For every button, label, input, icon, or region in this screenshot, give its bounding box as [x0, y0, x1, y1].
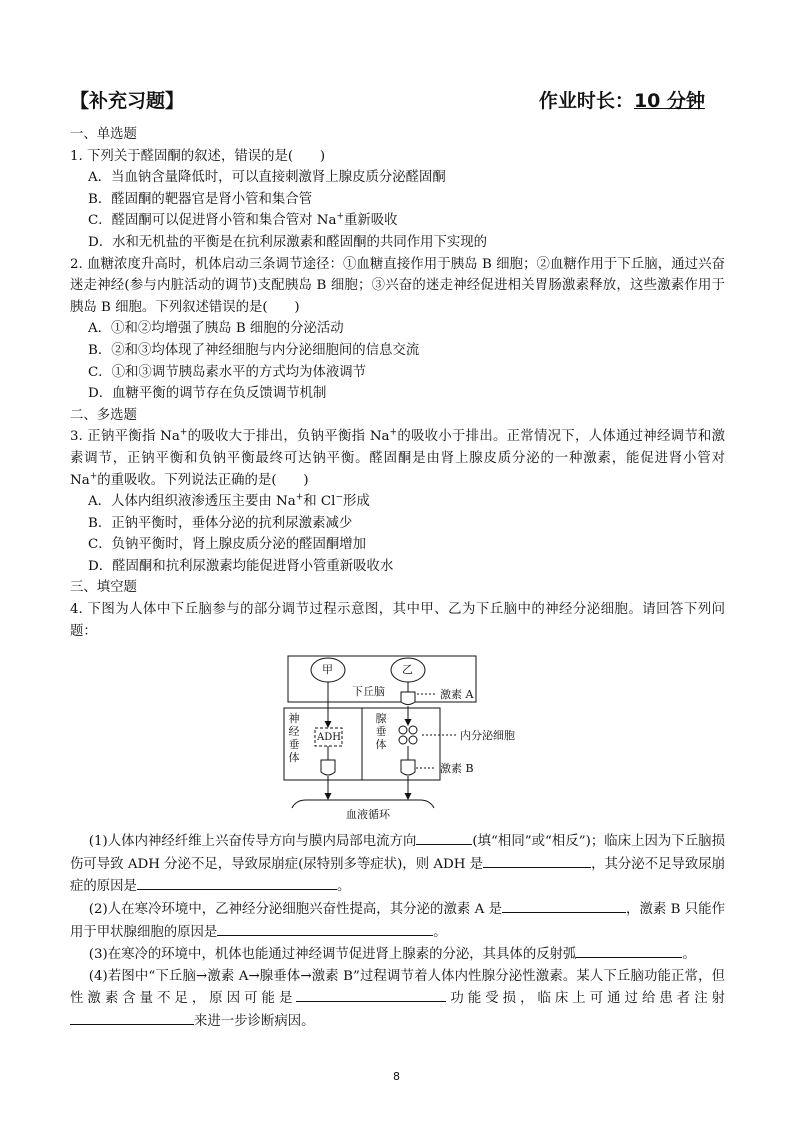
- section-single-choice: 一、单选题: [70, 127, 137, 142]
- duration-value: 10 分钟: [633, 90, 705, 112]
- question-2-option-d: D．血糖平衡的调节存在负反馈调节机制: [88, 386, 327, 402]
- page-number: 8: [393, 1070, 400, 1083]
- answer-blank[interactable]: [576, 943, 682, 958]
- neurohypophysis-label: 神经垂体: [288, 712, 300, 765]
- blood-circulation-label: 血液循环: [346, 808, 390, 822]
- answer-blank[interactable]: [296, 987, 446, 1002]
- question-2-option-c: C．①和③调节胰岛素水平的方式均为体液调节: [88, 364, 367, 380]
- diagram-lines: [70, 648, 725, 824]
- answer-blank[interactable]: [217, 921, 433, 936]
- adh-label: ADH: [317, 732, 341, 744]
- question-4-stem: 4. 下图为人体中下丘脑参与的部分调节过程示意图，其中甲、乙为下丘脑中的神经分泌细胞。请回答下列问题：: [70, 602, 725, 639]
- answer-blank[interactable]: [70, 1010, 194, 1025]
- question-3-option-a: A．人体内组织液渗透压主要由 Na+和 Cl−形成: [88, 492, 370, 510]
- endocrine-cell-label: 内分泌细胞: [460, 729, 515, 743]
- hormone-b-label: 激素 B: [440, 762, 474, 776]
- answer-blank[interactable]: [483, 853, 591, 868]
- question-3-stem: 3. 正钠平衡指 Na+的吸收大于排出，负钠平衡指 Na+的吸收小于排出。正常情况下，人体通过神经调节和激素调节，正钠平衡和负钠平衡最终可达钠平衡。醛固酮是由肾上腺皮质分泌的一种激素，能促进肾小管对 Na+的重吸收。下列说法正确的是( ): [70, 427, 725, 488]
- question-4-part-4: (4)若图中“下丘脑→激素 A→腺垂体→激素 B”过程调节着人体内性腺分泌性激素。某人下丘脑功能正常，但性激素含量不足，原因可能是 功能受损，临床上可通过给患者注射来进一步诊断病因。: [70, 968, 726, 1029]
- question-4-part-2: (2)人在寒冷环境中，乙神经分泌细胞兴奋性提高，其分泌的激素 A 是 ，激素 B 只能作用于甲状腺细胞的原因是 。: [70, 898, 725, 943]
- question-2-option-b: B．②和③均体现了神经细胞与内分泌细胞间的信息交流: [88, 342, 420, 358]
- hypothalamus-label: 下丘脑: [352, 685, 385, 699]
- answer-blank[interactable]: [502, 898, 626, 913]
- question-2-option-a: A．①和②均增强了胰岛 B 细胞的分泌活动: [88, 321, 344, 337]
- question-3-option-d: D．醛固酮和抗利尿激素均能促进肾小管重新吸收水: [88, 558, 394, 574]
- question-1-stem: 1. 下列关于醛固酮的叙述，错误的是( ): [70, 148, 326, 164]
- section-multiple-choice: 二、多选题: [70, 407, 137, 423]
- answer-blank[interactable]: [416, 830, 472, 845]
- worksheet-content: [70, 124, 725, 1033]
- adenohypophysis-label: 腺垂体: [375, 712, 387, 752]
- question-4-part-1: (1)人体内神经纤维上兴奋传导方向与膜内局部电流方向 (填“相同”或“相反”)；临床上因为下丘脑损伤可导致 ADH 分泌不足，导致尿崩症(尿特别多等症状)，则 ADH 是 ，其分泌不足导致尿崩症的原因是 。: [70, 830, 725, 898]
- question-4-part-3: (3)在寒冷的环境中，机体也能通过神经调节促进肾上腺素的分泌，其具体的反射弧 。: [70, 943, 725, 966]
- neuro-vesicle: [321, 760, 335, 775]
- answer-blank[interactable]: [137, 875, 337, 890]
- homework-duration: [539, 86, 705, 113]
- question-3-option-b: B．正钠平衡时，垂体分泌的抗利尿激素减少: [88, 515, 353, 531]
- question-1-option-a: A．当血钠含量降低时，可以直接刺激肾上腺皮质分泌醛固酮: [88, 170, 446, 186]
- question-3-option-c: C．负钠平衡时，肾上腺皮质分泌的醛固酮增加: [88, 537, 367, 553]
- duration-label: 作业时长：: [538, 90, 634, 112]
- hypothalamus-regulation-diagram: [70, 648, 725, 824]
- question-1-option-c: C．醛固酮可以促进肾小管和集合管对 Na+重新吸收: [88, 211, 398, 229]
- question-1-option-d: D．水和无机盐的平衡是在抗利尿激素和醛固酮的共同作用下实现的: [88, 234, 488, 250]
- section-fill-in: 三、填空题: [70, 580, 137, 596]
- hormone-b-vesicle: [401, 760, 415, 775]
- question-1-option-b: B．醛固酮的靶器官是肾小管和集合管: [88, 191, 313, 207]
- question-2-stem: 2. 血糖浓度升高时，机体启动三条调节途径：①血糖直接作用于胰岛 B 细胞；②血糖作用于下丘脑，通过兴奋迷走神经(参与内脏活动的调节)支配胰岛 B 细胞；③兴奋的迷走神经促进相关胃肠激素释放，这些激素作用于胰岛 B 细胞。下列叙述错误的是( ): [70, 256, 725, 315]
- cell-jia-label: 甲: [322, 663, 333, 677]
- cell-yi-label: 乙: [402, 663, 413, 677]
- hormone-a-label: 激素 A: [440, 688, 474, 702]
- hormone-a-vesicle: [401, 692, 415, 705]
- section-heading: 【补充习题】: [70, 90, 185, 112]
